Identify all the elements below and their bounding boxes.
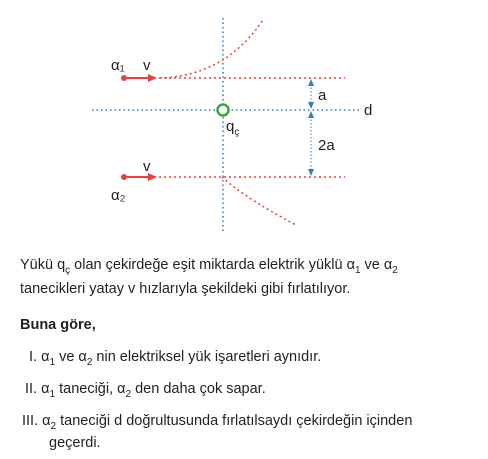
intro-line-1: Yükü $q_ç$ olan çekirdeğe eşit miktarda elektrik yüklü $\alpha_1$ ve $\alpha_2$ [20, 257, 398, 276]
alpha1-label: α₁ [111, 57, 125, 74]
distance-2a-label: 2a [318, 137, 335, 154]
alpha2-label: α₂ [111, 187, 126, 204]
question-heading: Buna göre, [20, 317, 96, 333]
v-label-top: v [143, 57, 151, 74]
intro-line-2: tanecikleri yatay v hızlarıyla şekildeki gibi fırlatılıyor. [20, 281, 351, 297]
distance-a-label: a [318, 87, 327, 104]
statement-3-cont: geçerdi. [49, 435, 101, 451]
statement-1: I. $\alpha_1$ ve $\alpha_2$ nin elektriksel yük işaretleri aynıdır. [29, 349, 322, 368]
statement-2: II. $\alpha_1$ taneciği, $\alpha_2$ den daha çok sapar. [25, 381, 266, 400]
statement-3: III. $\alpha_2$ taneciği d doğrultusunda fırlatılsaydı çekirdeğin içinden [22, 413, 413, 432]
v-label-bottom: v [143, 158, 151, 175]
charge-label: $q_ç$ [226, 118, 240, 138]
line-d-label: d [364, 102, 373, 119]
